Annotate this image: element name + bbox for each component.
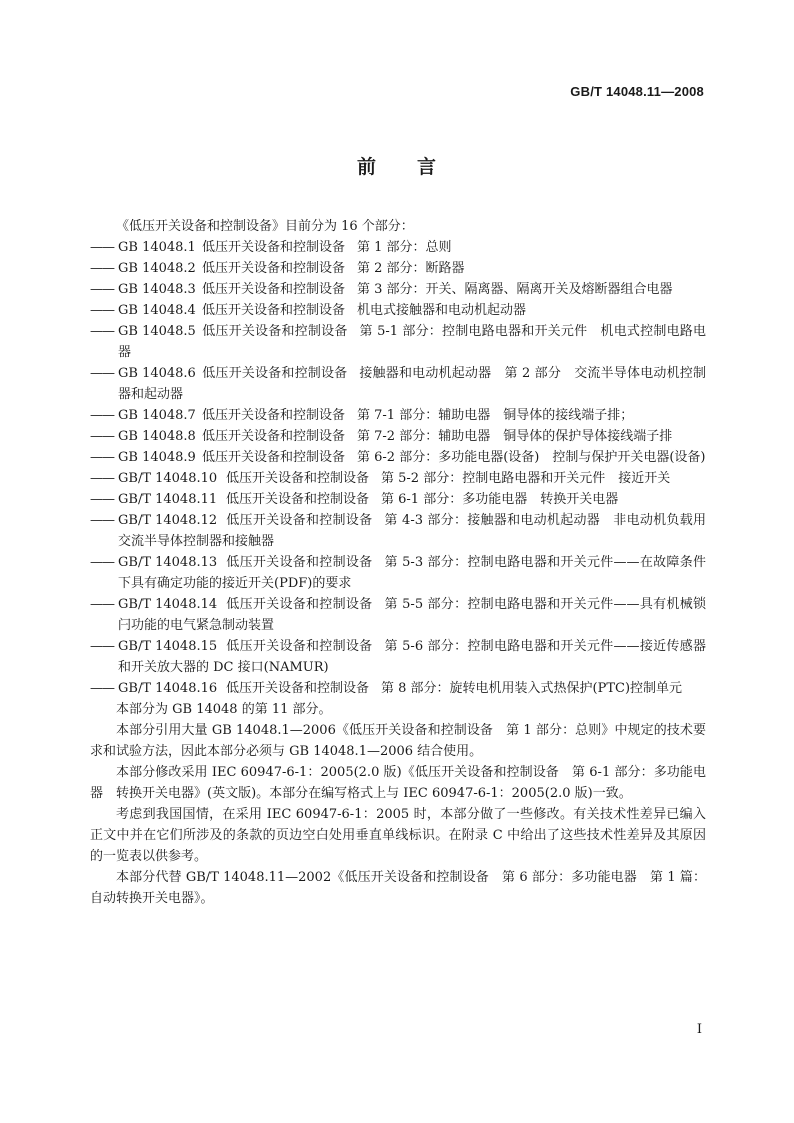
part-title: 接触器和电动机起动器 第 2 部分 交流半导体电动机控制器和起动器 xyxy=(118,366,706,402)
standard-title: 低压开关设备和控制设备 xyxy=(202,408,346,423)
standard-title: 低压开关设备和控制设备 xyxy=(202,282,346,297)
standard-code: GB/T 14048.11—2008 xyxy=(570,84,704,99)
parts-list xyxy=(90,237,706,699)
part-title: 第 7-1 部分：辅助电器 铜导体的接线端子排； xyxy=(357,408,634,423)
standard-title: 低压开关设备和控制设备 xyxy=(226,597,373,612)
item-dash: —— xyxy=(90,282,114,297)
part-title: 第 4-3 部分：接触器和电动机起动器 非电动机负载用交流半导体控制器和接触器 xyxy=(118,513,706,549)
item-dash: —— xyxy=(90,597,114,612)
part-title: 第 5-3 部分：控制电路电器和开关元件——在故障条件下具有确定功能的接近开关(PDF)的要求 xyxy=(118,555,706,591)
part-title: 第 5-2 部分：控制电路电器和开关元件 接近开关 xyxy=(381,471,671,486)
part-list-item xyxy=(90,594,706,636)
part-list-item xyxy=(90,405,706,426)
item-text xyxy=(118,552,706,594)
standard-number: GB/T 14048.16 xyxy=(118,681,218,696)
item-text xyxy=(118,447,706,468)
part-list-item xyxy=(90,510,706,552)
part-list-item xyxy=(90,678,706,699)
part-list-item xyxy=(90,552,706,594)
standard-title: 低压开关设备和控制设备 xyxy=(202,450,346,465)
item-text xyxy=(118,468,706,489)
standard-title: 低压开关设备和控制设备 xyxy=(226,639,373,654)
body-paragraph: 本部分代替 GB/T 14048.11—2002《低压开关设备和控制设备 第 6 部分：多功能电器 第 1 篇：自动转换开关电器》。 xyxy=(90,870,706,906)
body-paragraph: 本部分为 GB 14048 的第 11 部分。 xyxy=(116,702,332,717)
part-title: 第 2 部分：断路器 xyxy=(357,261,465,276)
item-dash: —— xyxy=(90,492,114,507)
standard-number: GB/T 14048.10 xyxy=(118,471,218,486)
part-title: 机电式接触器和电动机起动器 xyxy=(357,303,527,318)
standard-number: GB/T 14048.13 xyxy=(118,555,218,570)
item-text xyxy=(118,594,706,636)
item-dash: —— xyxy=(90,408,114,423)
item-dash: —— xyxy=(90,513,114,528)
part-list-item xyxy=(90,636,706,678)
standard-title: 低压开关设备和控制设备 xyxy=(202,366,348,381)
standard-title: 低压开关设备和控制设备 xyxy=(202,261,346,276)
item-dash: —— xyxy=(90,429,114,444)
title-left: 前 xyxy=(356,156,377,178)
part-title: 第 5-6 部分：控制电路电器和开关元件——接近传感器和开关放大器的 DC 接口(NAMUR) xyxy=(118,639,706,675)
standard-title: 低压开关设备和控制设备 xyxy=(202,429,346,444)
standard-number: GB 14048.4 xyxy=(118,303,196,318)
item-text xyxy=(118,426,706,447)
part-title: 第 6-2 部分：多功能电器(设备) 控制与保护开关电器(设备) xyxy=(357,450,706,465)
item-text xyxy=(118,300,706,321)
intro-line: 《低压开关设备和控制设备》目前分为 16 个部分： xyxy=(116,219,414,234)
paragraph-list xyxy=(90,699,706,909)
item-dash: —— xyxy=(90,261,114,276)
part-list-item xyxy=(90,489,706,510)
item-text xyxy=(118,636,706,678)
item-dash: —— xyxy=(90,639,114,654)
item-text xyxy=(118,237,706,258)
part-list-item xyxy=(90,426,706,447)
item-text xyxy=(118,363,706,405)
body-paragraph: 考虑到我国国情，在采用 IEC 60947-6-1：2005 时，本部分做了一些修改。有关技术性差异已编入正文中并在它们所涉及的条款的页边空白处用垂直单线标识。在附录 C 中给出了这些技术性差异及其原因的一览表以供参考。 xyxy=(90,807,706,864)
item-text xyxy=(118,321,706,363)
standard-number: GB 14048.2 xyxy=(118,261,196,276)
part-list-item xyxy=(90,237,706,258)
standard-number: GB/T 14048.11 xyxy=(118,492,218,507)
standard-title: 低压开关设备和控制设备 xyxy=(226,513,373,528)
item-text xyxy=(118,258,706,279)
part-list-item xyxy=(90,279,706,300)
part-title: 第 6-1 部分：多功能电器 转换开关电器 xyxy=(381,492,619,507)
item-dash: —— xyxy=(90,240,114,255)
standard-number: GB/T 14048.12 xyxy=(118,513,218,528)
item-dash: —— xyxy=(90,681,114,696)
standard-number: GB 14048.8 xyxy=(118,429,196,444)
part-list-item xyxy=(90,258,706,279)
standard-number: GB 14048.1 xyxy=(118,240,196,255)
standard-title: 低压开关设备和控制设备 xyxy=(226,555,373,570)
standard-number: GB/T 14048.15 xyxy=(118,639,218,654)
part-title: 第 7-2 部分：辅助电器 铜导体的保护导体接线端子排 xyxy=(357,429,673,444)
item-text xyxy=(118,678,706,699)
part-title: 第 5-5 部分：控制电路电器和开关元件——具有机械锁闩功能的电气紧急制动装置 xyxy=(118,597,706,633)
standard-number: GB 14048.7 xyxy=(118,408,196,423)
item-dash: —— xyxy=(90,555,114,570)
standard-title: 低压开关设备和控制设备 xyxy=(202,324,348,339)
foreword-body xyxy=(90,216,706,909)
body-paragraph: 本部分引用大量 GB 14048.1—2006《低压开关设备和控制设备 第 1 部分：总则》中规定的技术要求和试验方法，因此本部分必须与 GB 14048.1—2006 结合使用。 xyxy=(90,723,706,759)
part-list-item xyxy=(90,468,706,489)
standard-number: GB 14048.3 xyxy=(118,282,196,297)
part-list-item xyxy=(90,321,706,363)
standard-title: 低压开关设备和控制设备 xyxy=(226,471,370,486)
item-dash: —— xyxy=(90,366,114,381)
part-title: 第 8 部分：旋转电机用装入式热保护(PTC)控制单元 xyxy=(381,681,683,696)
item-dash: —— xyxy=(90,324,114,339)
standard-title: 低压开关设备和控制设备 xyxy=(226,681,370,696)
item-dash: —— xyxy=(90,471,114,486)
standard-title: 低压开关设备和控制设备 xyxy=(226,492,370,507)
part-list-item xyxy=(90,300,706,321)
page-title xyxy=(0,152,794,179)
page-number: I xyxy=(696,1022,702,1037)
item-text xyxy=(118,510,706,552)
part-title: 第 5-1 部分：控制电路电器和开关元件 机电式控制电路电器 xyxy=(118,324,706,360)
standard-title: 低压开关设备和控制设备 xyxy=(202,240,346,255)
item-dash: —— xyxy=(90,450,114,465)
part-title: 第 3 部分：开关、隔离器、隔离开关及熔断器组合电器 xyxy=(357,282,673,297)
title-right: 言 xyxy=(417,156,438,178)
item-text xyxy=(118,279,706,300)
part-list-item xyxy=(90,447,706,468)
item-text xyxy=(118,405,706,426)
item-dash: —— xyxy=(90,303,114,318)
body-paragraph: 本部分修改采用 IEC 60947-6-1：2005(2.0 版)《低压开关设备和控制设备 第 6-1 部分：多功能电器 转换开关电器》(英文版)。本部分在编写格式上与 IEC 60947-6-1：2005(2.0 版)一致。 xyxy=(90,765,706,801)
part-title: 第 1 部分：总则 xyxy=(357,240,452,255)
standard-number: GB 14048.5 xyxy=(118,324,196,339)
item-text xyxy=(118,489,706,510)
part-list-item xyxy=(90,363,706,405)
standard-title: 低压开关设备和控制设备 xyxy=(202,303,346,318)
standard-number: GB 14048.6 xyxy=(118,366,196,381)
standard-number: GB 14048.9 xyxy=(118,450,196,465)
standard-number: GB/T 14048.14 xyxy=(118,597,218,612)
